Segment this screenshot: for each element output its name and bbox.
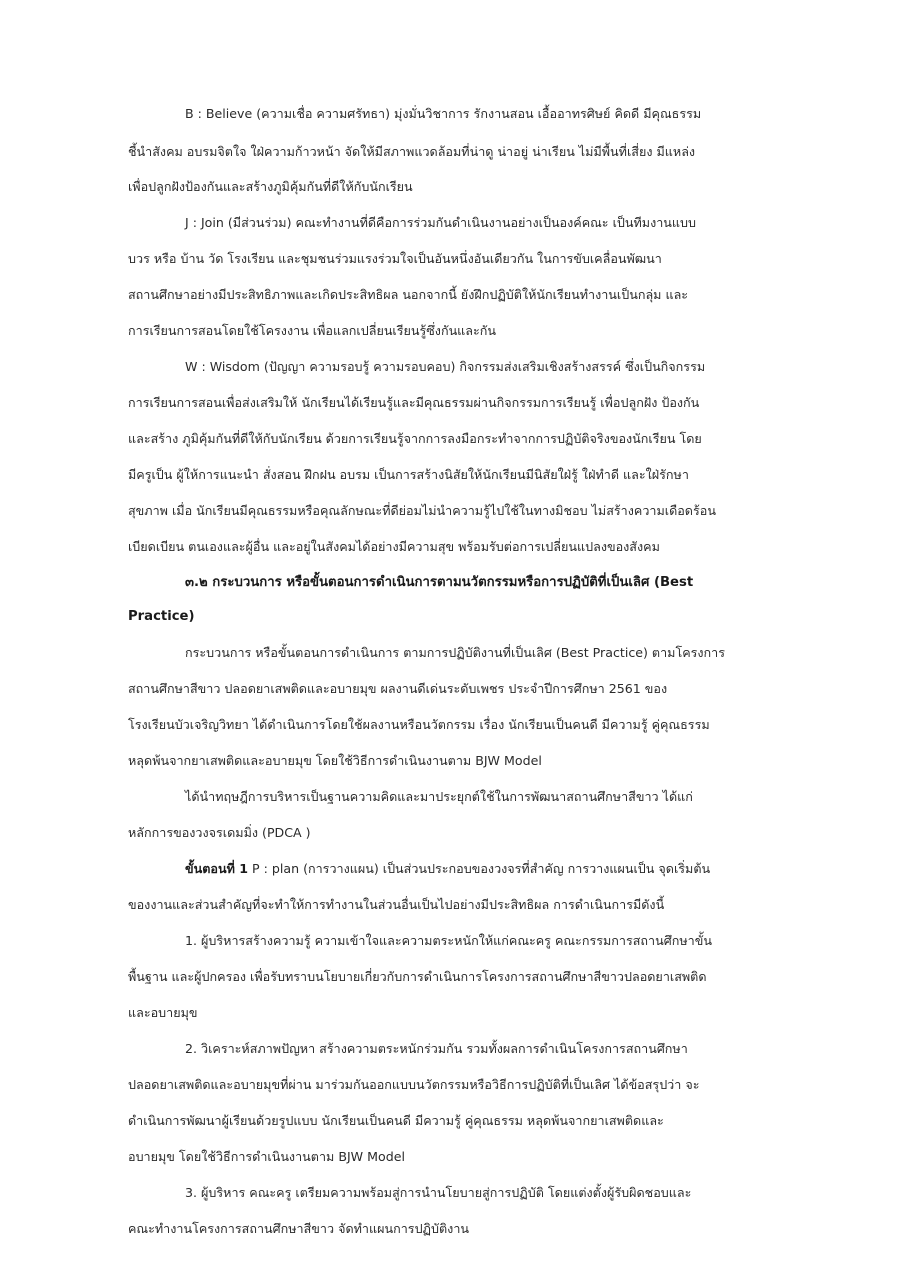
item3-line-2: คณะทำงานโครงการสถานศึกษาสีขาว จัดทำแผนการปฏิบัติงาน (128, 1221, 470, 1236)
wisdom-line-4: มีครูเป็น ผู้ให้การแนะนำ สั่งสอน ฝึกฝน อบรม เป็นการสร้างนิสัยให้นักเรียนมีนิสัยใฝ่รู้ ใฝ่ทำดี และใฝ่รักษา (128, 467, 689, 482)
step1-label: ขั้นตอนที่ 1 (185, 861, 249, 876)
wisdom-line-5: สุขภาพ เมื่อ นักเรียนมีคุณธรรมหรือคุณลักษณะที่ดีย่อมไม่นำความรู้ไปใช้ในทางมิชอบ ไม่สร้างความเดือดร้อน (128, 503, 716, 518)
believe-line-3: เพื่อปลูกฝังป้องกันและสร้างภูมิคุ้มกันที่ดีให้กับนักเรียน (128, 179, 413, 194)
item1-line-3: และอบายมุข (128, 1005, 198, 1020)
section-heading-line-2: Practice) (128, 609, 195, 624)
section-heading-line-1: ๓.๒ กระบวนการ หรือขั้นตอนการดำเนินการตามนวัตกรรมหรือการปฏิบัติที่เป็นเลิศ (Best (185, 575, 694, 590)
item1-line-1: 1. ผู้บริหารสร้างความรู้ ความเข้าใจและความตระหนักให้แก่คณะครู คณะกรรมการสถานศึกษาขั้น (185, 933, 712, 948)
process-line-2: สถานศึกษาสีขาว ปลอดยาเสพติดและอบายมุข ผลงานดีเด่นระดับเพชร ประจำปีการศึกษา 2561 ของ (128, 681, 668, 696)
wisdom-line-3: และสร้าง ภูมิคุ้มกันที่ดีให้กับนักเรียน ด้วยการเรียนรู้จากการลงมือกระทำจากการปฏิบัติจริงของนักเรียน โดย (128, 431, 702, 446)
wisdom-line-6: เบียดเบียน ตนเองและผู้อื่น และอยู่ในสังคมได้อย่างมีความสุข พร้อมรับต่อการเปลี่ยนแปลงของสังคม (128, 539, 660, 554)
step1-text: P : plan (การวางแผน) เป็นส่วนประกอบของวงจรที่สำคัญ การวางแผนเป็น จุดเริ่มต้น (248, 861, 711, 876)
item2-line-3: ดำเนินการพัฒนาผู้เรียนด้วยรูปแบบ นักเรียนเป็นคนดี มีความรู้ คู่คุณธรรม หลุดพ้นจากยาเสพติดและ (128, 1113, 664, 1128)
process-line-1: กระบวนการ หรือขั้นตอนการดำเนินการ ตามการปฏิบัติงานที่เป็นเลิศ (Best Practice) ตามโครงการ (185, 645, 726, 660)
theory-line-1: ได้นำทฤษฎีการบริหารเป็นฐานความคิดและมาประยุกต์ใช้ในการพัฒนาสถานศึกษาสีขาว ได้แก่ (185, 789, 693, 804)
process-line-3: โรงเรียนบัวเจริญวิทยา ได้ดำเนินการโดยใช้ผลงานหรือนวัตกรรม เรื่อง นักเรียนเป็นคนดี มีความรู้ คู่คุณธรรม (128, 717, 710, 732)
step1-line-1 (185, 859, 710, 879)
join-line-1: J : Join (มีส่วนร่วม) คณะทำงานที่ดีคือการร่วมกันดำเนินงานอย่างเป็นองค์คณะ เป็นทีมงานแบบ (185, 215, 697, 230)
step1-line-2: ของงานและส่วนสำคัญที่จะทำให้การทำงานในส่วนอื่นเป็นไปอย่างมีประสิทธิผล การดำเนินการมีดังนี้ (128, 897, 665, 912)
item2-line-1: 2. วิเคราะห์สภาพปัญหา สร้างความตระหนักร่วมกัน รวมทั้งผลการดำเนินโครงการสถานศึกษา (185, 1041, 688, 1056)
process-line-4: หลุดพ้นจากยาเสพติดและอบายมุข โดยใช้วิธีการดำเนินงานตาม BJW Model (128, 753, 542, 768)
theory-line-2: หลักการของวงจรเดมมิ่ง (PDCA ) (128, 825, 311, 840)
item2-line-4: อบายมุข โดยใช้วิธีการดำเนินงานตาม BJW Model (128, 1149, 405, 1164)
believe-line-1: B : Believe (ความเชื่อ ความศรัทธา) มุ่งมั่นวิชาการ รักงานสอน เอื้ออาทรศิษย์ คิดดี มีคุณธรรม (185, 106, 702, 121)
wisdom-line-1: W : Wisdom (ปัญญา ความรอบรู้ ความรอบคอบ) กิจกรรมส่งเสริมเชิงสร้างสรรค์ ซึ่งเป็นกิจกรรม (185, 359, 706, 374)
item2-line-2: ปลอดยาเสพติดและอบายมุขที่ผ่าน มาร่วมกันออกแบบนวัตกรรมหรือวิธีการปฏิบัติที่เป็นเลิศ ได้ข้อสรุปว่า จะ (128, 1077, 700, 1092)
item1-line-2: พื้นฐาน และผู้ปกครอง เพื่อรับทราบนโยบายเกี่ยวกับการดำเนินการโครงการสถานศึกษาสีขาวปลอดยาเสพติด (128, 969, 707, 984)
join-line-3: สถานศึกษาอย่างมีประสิทธิภาพและเกิดประสิทธิผล นอกจากนี้ ยังฝึกปฏิบัติให้นักเรียนทำงานเป็นกลุ่ม และ (128, 287, 689, 302)
wisdom-line-2: การเรียนการสอนเพื่อส่งเสริมให้ นักเรียนได้เรียนรู้และมีคุณธรรมผ่านกิจกรรมการเรียนรู้ เพื่อปลูกฝัง ป้องกัน (128, 395, 700, 410)
join-line-4: การเรียนการสอนโดยใช้โครงงาน เพื่อแลกเปลี่ยนเรียนรู้ซึ่งกันและกัน (128, 323, 497, 338)
item3-line-1: 3. ผู้บริหาร คณะครู เตรียมความพร้อมสู่การนำนโยบายสู่การปฏิบัติ โดยแต่งตั้งผู้รับผิดชอบและ (185, 1185, 692, 1200)
join-line-2: บวร หรือ บ้าน วัด โรงเรียน และชุมชนร่วมแรงร่วมใจเป็นอันหนึ่งอันเดียวกัน ในการขับเคลื่อนพัฒนา (128, 251, 662, 266)
believe-line-2: ชี้นำสังคม อบรมจิตใจ ใฝ่ความก้าวหน้า จัดให้มีสภาพแวดล้อมที่น่าดู น่าอยู่ น่าเรียน ไม่มีพื้นที่เสี่ยง มีแหล่ง (128, 144, 696, 159)
